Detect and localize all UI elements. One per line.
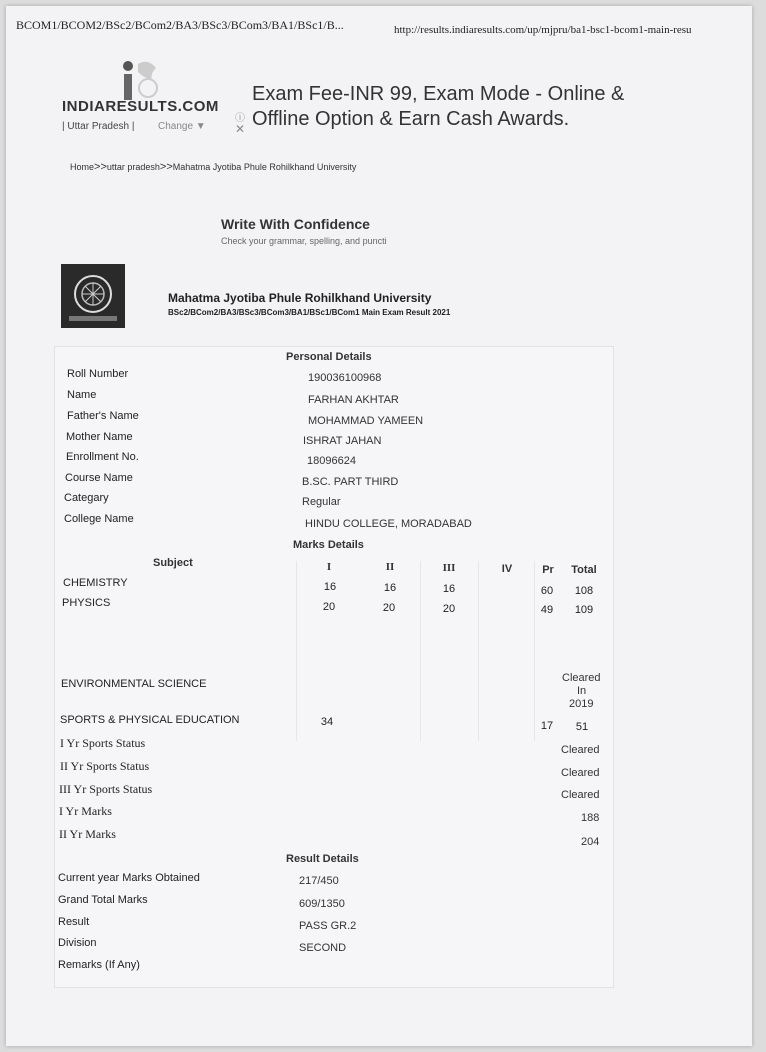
result-label: Result: [58, 916, 90, 928]
ii-yr-marks-value: 204: [581, 836, 600, 848]
physics-total: 109: [574, 604, 594, 616]
i-yr-marks-label: I Yr Marks: [59, 804, 112, 818]
sports-total: 51: [575, 721, 589, 733]
site-logo-text[interactable]: INDIARESULTS.COM: [62, 98, 219, 115]
breadcrumb-home[interactable]: Home: [70, 162, 95, 172]
category-value: Regular: [302, 496, 341, 508]
remarks-label: Remarks (If Any): [58, 959, 140, 971]
sports-paper-i: 34: [320, 716, 334, 728]
breadcrumb-sep: >>: [94, 161, 107, 173]
father-name-label: Father's Name: [67, 410, 139, 422]
college-name-label: College Name: [64, 513, 134, 525]
personal-details-title: Personal Details: [286, 351, 372, 363]
info-icon[interactable]: ⓘ: [235, 113, 245, 124]
subject-sports: SPORTS & PHYSICAL EDUCATION: [60, 714, 240, 726]
page-url[interactable]: http://results.indiaresults.com/up/mjpru/ba1-bsc1-bcom1-main-resu: [394, 24, 692, 36]
current-year-marks-value: 217/450: [299, 875, 339, 887]
university-seal-icon: [61, 264, 125, 328]
mother-name-value: ISHRAT JAHAN: [303, 435, 382, 447]
grand-total-label: Grand Total Marks: [58, 894, 148, 906]
i-yr-sports-status-value: Cleared: [561, 744, 600, 756]
iii-yr-sports-status-label: III Yr Sports Status: [59, 782, 153, 796]
promo-title[interactable]: Write With Confidence: [221, 216, 370, 232]
division-value: SECOND: [299, 942, 347, 954]
chemistry-paper-i: 16: [323, 581, 337, 593]
col-practical: Pr: [542, 564, 554, 576]
name-value: FARHAN AKHTAR: [308, 394, 399, 406]
roll-number-label: Roll Number: [67, 368, 129, 380]
col-paper-i: I: [326, 561, 332, 573]
chemistry-practical: 60: [540, 585, 554, 597]
close-icon[interactable]: ✕: [235, 122, 246, 136]
physics-paper-i: 20: [322, 601, 336, 613]
env-status-line3: 2019: [569, 698, 594, 710]
course-name-label: Course Name: [65, 472, 133, 484]
divider: [478, 561, 479, 741]
ii-yr-sports-status-label: II Yr Sports Status: [60, 759, 150, 773]
iii-yr-sports-status-value: Cleared: [561, 789, 600, 801]
division-label: Division: [58, 937, 97, 949]
chemistry-total: 108: [574, 585, 594, 597]
col-paper-ii: II: [385, 561, 395, 573]
course-name-value: B.SC. PART THIRD: [302, 476, 399, 488]
page-title: BCOM1/BCOM2/BSc2/BCom2/BA3/BSc3/BCom3/BA1/BSc1/B...: [16, 18, 344, 32]
change-state-button[interactable]: Change ▼: [158, 121, 206, 132]
env-status-line2: In: [577, 685, 587, 697]
scanned-page: [6, 6, 752, 1046]
promo-subtitle: Check your grammar, spelling, and puncti: [221, 236, 387, 246]
physics-paper-ii: 20: [382, 602, 396, 614]
divider: [296, 561, 297, 741]
university-name: Mahatma Jyotiba Phule Rohilkhand University: [168, 291, 432, 305]
env-status-line1: Cleared: [562, 672, 601, 684]
ii-yr-marks-label: II Yr Marks: [59, 827, 116, 841]
grand-total-value: 609/1350: [299, 898, 345, 910]
category-label: Categary: [64, 492, 109, 504]
breadcrumb-state[interactable]: uttar pradesh: [106, 162, 160, 172]
sports-practical: 17: [540, 720, 554, 732]
col-paper-iv: IV: [501, 563, 513, 575]
name-label: Name: [67, 389, 97, 401]
subject-environmental-science: ENVIRONMENTAL SCIENCE: [61, 678, 207, 690]
father-name-value: MOHAMMAD YAMEEN: [308, 415, 424, 427]
subject-physics: PHYSICS: [62, 597, 111, 609]
enrollment-label: Enrollment No.: [66, 451, 139, 463]
breadcrumb-university[interactable]: Mahatma Jyotiba Phule Rohilkhand University: [172, 162, 357, 172]
i-yr-marks-value: 188: [581, 812, 600, 824]
breadcrumb-sep: >>: [159, 161, 173, 173]
col-subject: Subject: [153, 557, 193, 569]
marks-details-title: Marks Details: [293, 539, 364, 551]
roll-number-value: 190036100968: [308, 372, 382, 384]
enrollment-value: 18096624: [307, 455, 356, 467]
exam-title: BSc2/BCom2/BA3/BSc3/BCom3/BA1/BSc1/BCom1 Main Exam Result 2021: [168, 308, 451, 317]
state-label: | Uttar Pradesh |: [62, 121, 135, 132]
mother-name-label: Mother Name: [66, 431, 133, 443]
ii-yr-sports-status-value: Cleared: [561, 767, 600, 779]
physics-practical: 49: [540, 604, 554, 616]
breadcrumb: [70, 161, 356, 173]
chemistry-paper-iii: 16: [442, 583, 456, 595]
physics-paper-iii: 20: [442, 603, 456, 615]
col-paper-iii: III: [442, 562, 456, 574]
i-yr-sports-status-label: I Yr Sports Status: [60, 736, 146, 750]
college-name-value: HINDU COLLEGE, MORADABAD: [305, 518, 472, 530]
chemistry-paper-ii: 16: [383, 582, 397, 594]
current-year-marks-label: Current year Marks Obtained: [58, 872, 200, 884]
result-details-title: Result Details: [286, 853, 359, 865]
subject-chemistry: CHEMISTRY: [63, 577, 128, 589]
divider: [420, 561, 421, 741]
result-value: PASS GR.2: [299, 920, 357, 932]
col-total: Total: [571, 564, 597, 576]
ad-banner-text[interactable]: Exam Fee-INR 99, Exam Mode - Online & Offline Option & Earn Cash Awards.: [252, 83, 625, 130]
